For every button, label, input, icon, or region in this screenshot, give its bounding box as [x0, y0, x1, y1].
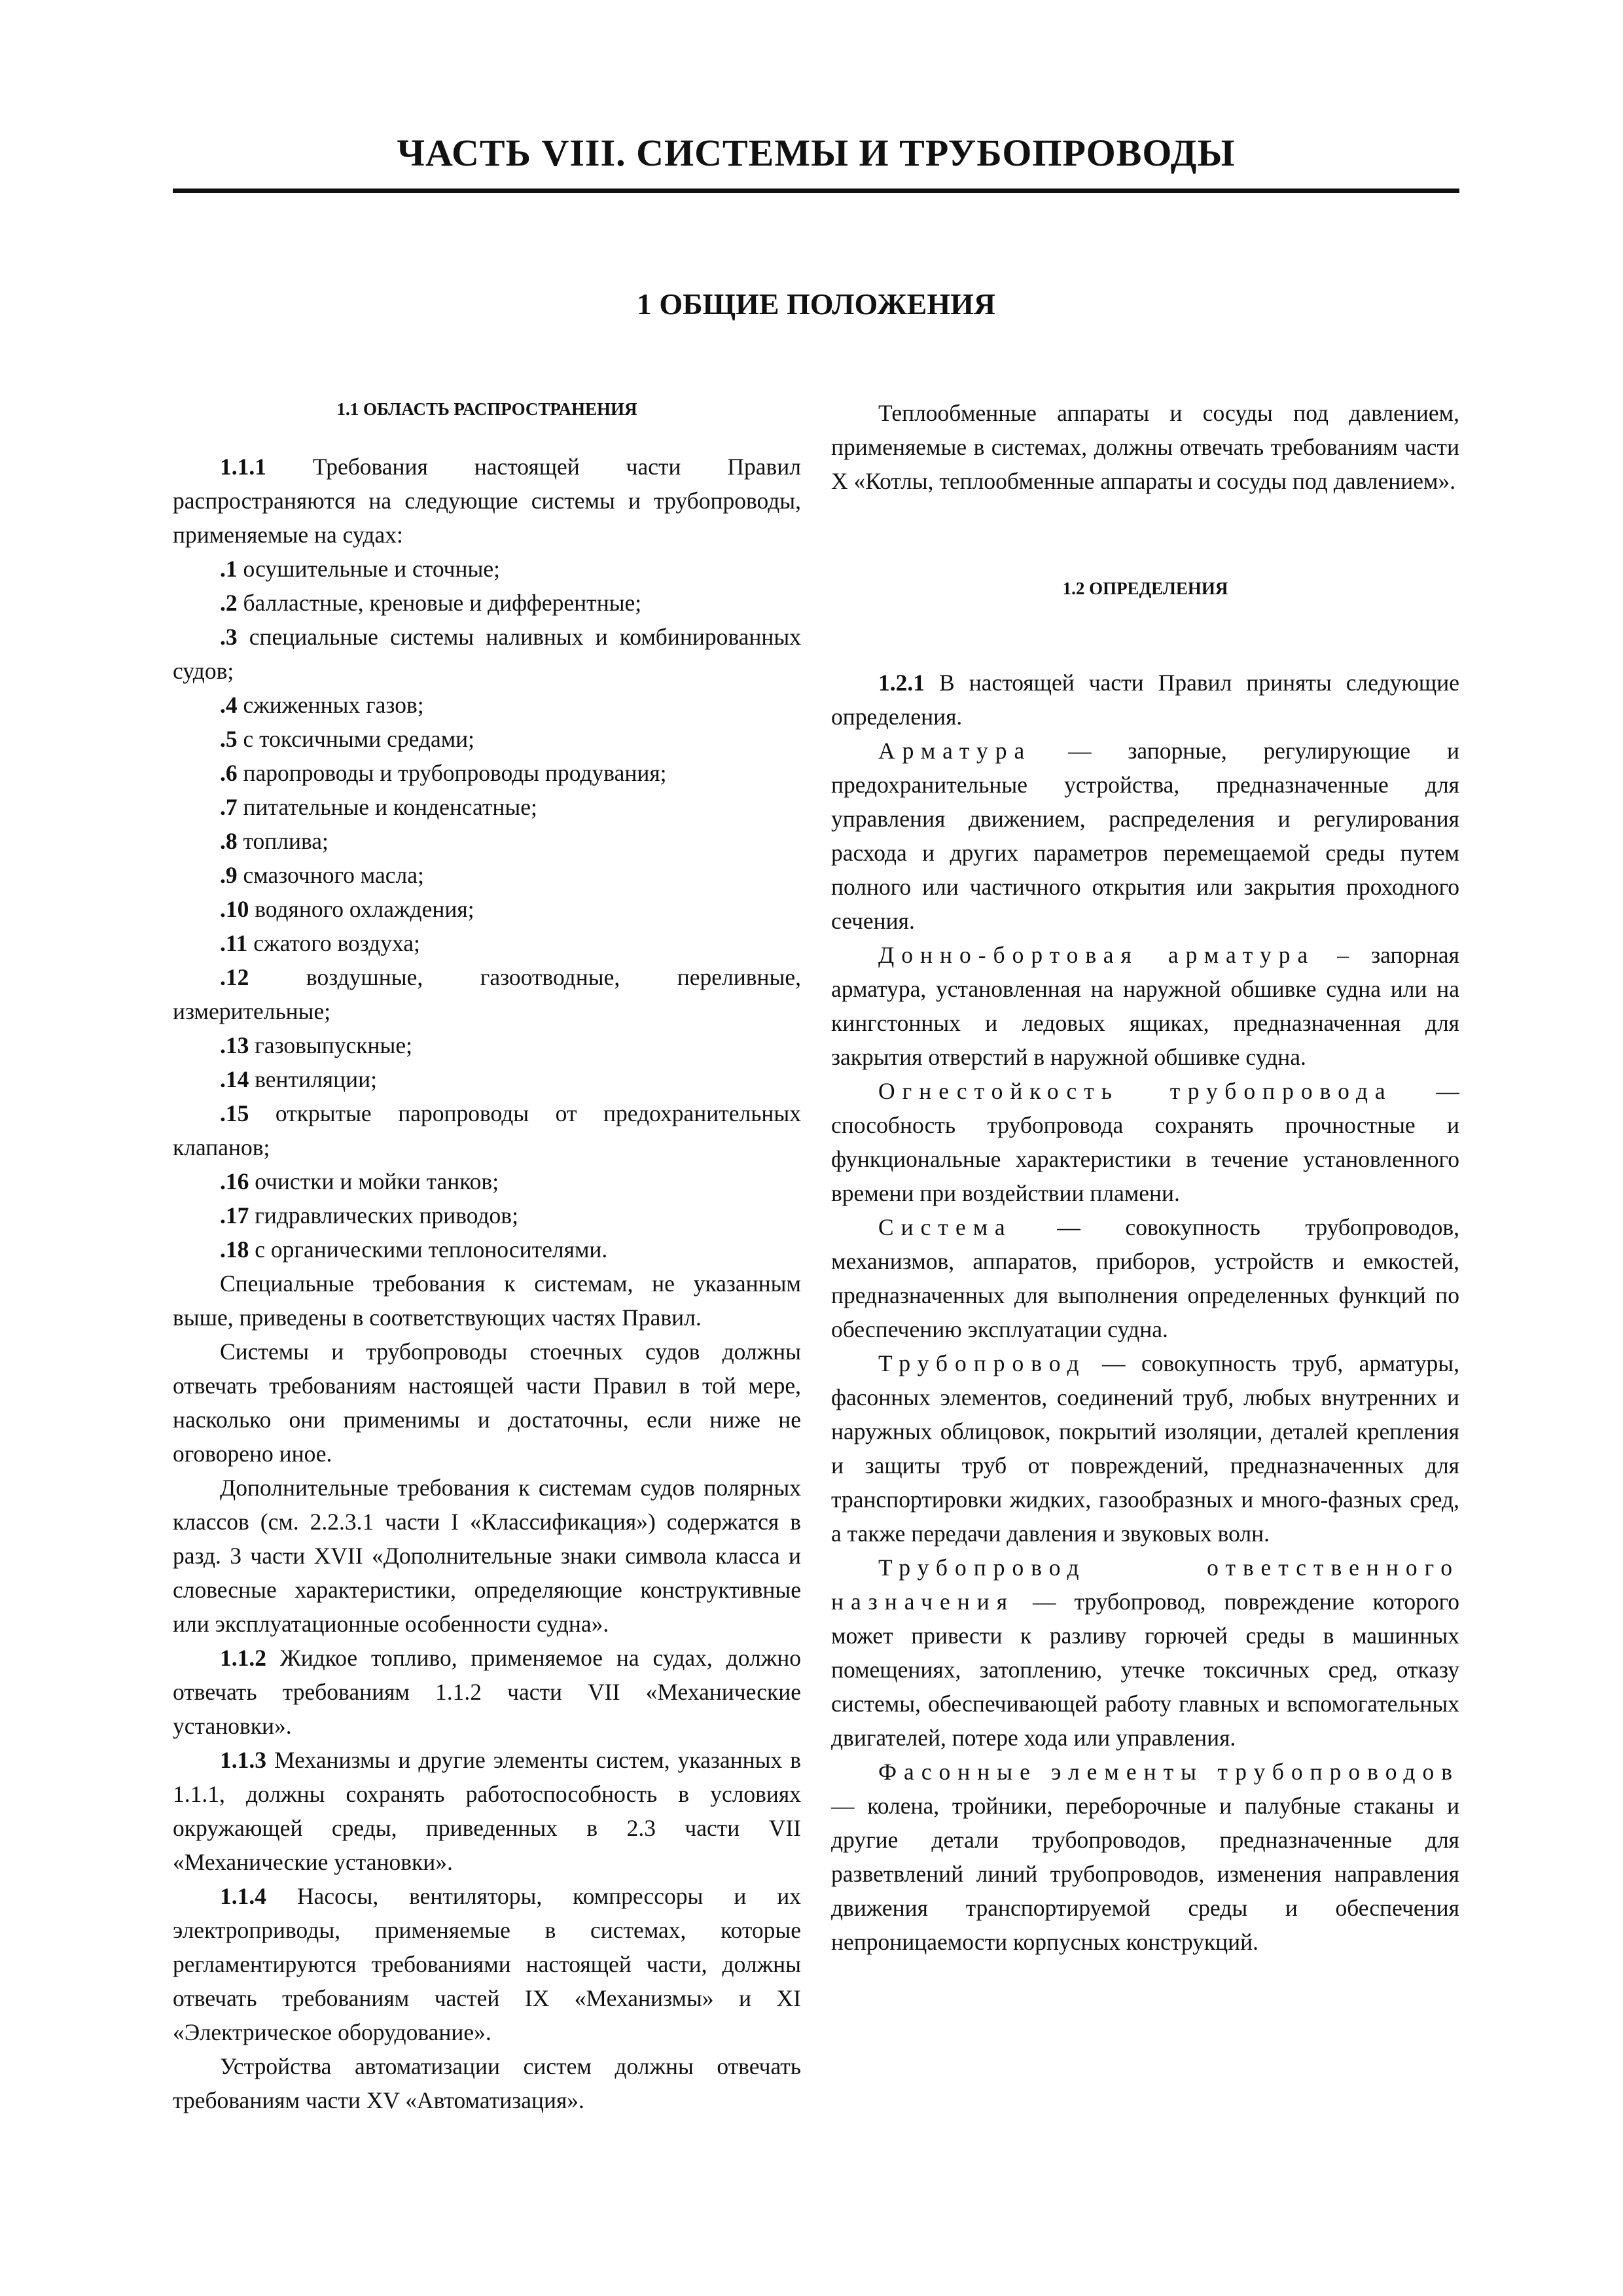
item-number: .11 — [220, 930, 248, 956]
clause-text: В настоящей части Правил приняты следующие определения. — [831, 670, 1459, 730]
item-text: топлива; — [237, 828, 329, 854]
paragraph-polar: Дополнительные требования к системам судов полярных классов (см. 2.2.3.1 части I «Классификация») содержатся в разд. 3 части XVII «Дополнительные знаки символа класса и словесные характеристики, определяющие конструктивные или эксплуатационные особенности судна». — [173, 1475, 801, 1637]
definition-item — [831, 1755, 1459, 1959]
item-text: осушительные и сточные; — [237, 556, 500, 582]
list-item — [173, 586, 801, 620]
list-item — [173, 858, 801, 892]
definition-text: — совокупность трубопроводов, механизмов, аппаратов, приборов, устройств и емкостей, предназначенных для выполнения определенных функций по обеспечению эксплуатации судна. — [831, 1214, 1459, 1342]
item-text: водяного охлаждения; — [249, 896, 474, 922]
definition-item — [831, 734, 1459, 938]
definition-term: Система — [878, 1214, 1012, 1240]
paragraph-1-1-2 — [173, 1641, 801, 1743]
item-text: смазочного масла; — [237, 862, 424, 888]
list-item — [173, 926, 801, 960]
item-number: .12 — [220, 964, 249, 990]
item-number: .3 — [220, 624, 238, 650]
paragraph-1-1-3 — [173, 1743, 801, 1879]
list-item — [173, 552, 801, 586]
definition-item — [831, 1074, 1459, 1210]
item-text: вентиляции; — [249, 1066, 377, 1092]
item-text: сжиженных газов; — [237, 692, 424, 718]
definition-text: — колена, тройники, переборочные и палубные стаканы и другие детали трубопроводов, предназначенные для разветвлений линий трубопроводов, изменения направления движения транспортируемой среды и обеспечения непроницаемости корпусных конструкций. — [831, 1793, 1459, 1955]
definition-term: Огнестойкость трубопровода — [878, 1078, 1393, 1104]
item-text: специальные системы наливных и комбинированных судов; — [173, 624, 801, 684]
list-item — [173, 1232, 801, 1266]
list-item — [173, 1028, 801, 1062]
clause-number: 1.1.3 — [220, 1747, 266, 1773]
left-column — [173, 396, 801, 2117]
definition-text: — трубопровод, повреждение которого может привести к разливу горючей среды в машинных помещениях, затоплению, утечке токсичных сред, отказу системы, обеспечивающей работу главных и вспомогательных двигателей, потере хода или управления. — [831, 1588, 1459, 1751]
item-number: .15 — [220, 1100, 249, 1126]
clause-text: Жидкое топливо, применяемое на судах, должно отвечать требованиям 1.1.2 части VII «Механические установки». — [173, 1645, 801, 1739]
list-item — [173, 1062, 801, 1096]
clause-number: 1.1.1 — [220, 454, 266, 480]
list-item — [173, 892, 801, 926]
list-item — [173, 620, 801, 688]
definition-term: Арматура — [878, 738, 1032, 764]
paragraph-heat-exchangers: Теплообменные аппараты и сосуды под давлением, применяемые в системах, должны отвечать требованиям части X «Котлы, теплообменные аппараты и сосуды под давлением». — [831, 400, 1459, 494]
item-number: .17 — [220, 1202, 249, 1229]
item-text: сжатого воздуха; — [247, 930, 420, 956]
list-item — [173, 688, 801, 722]
item-text: воздушные, газоотводные, переливные, измерительные; — [173, 964, 801, 1024]
item-text: балластные, креновые и дифферентные; — [237, 590, 642, 616]
definition-text: — совокупность труб, арматуры, фасонных элементов, соединений труб, любых внутренних и наружных облицовок, покрытий изоляции, деталей крепления и защиты труб от повреждений, предназначенных для транспортировки жидких, газообразных и много-фазных сред, а также передачи давления и звуковых волн. — [831, 1350, 1459, 1547]
paragraph-1-1-4 — [173, 1879, 801, 2049]
item-number: .16 — [220, 1168, 249, 1194]
section-heading: 1 ОБЩИЕ ПОЛОЖЕНИЯ — [636, 287, 996, 321]
item-text: с органическими теплоносителями. — [249, 1236, 608, 1263]
paragraph-automation: Устройства автоматизации систем должны отвечать требованиям части XV «Автоматизация». — [173, 2053, 801, 2113]
subsection-heading-scope: 1.1 ОБЛАСТЬ РАСПРОСТРАНЕНИЯ — [336, 399, 637, 419]
list-item — [173, 722, 801, 756]
clause-text: Требования настоящей части Правил распространяются на следующие системы и трубопроводы, применяемые на судах: — [173, 454, 801, 548]
paragraph-1-1-1 — [173, 450, 801, 552]
item-number: .8 — [220, 828, 238, 854]
list-item — [173, 1096, 801, 1164]
title-rule — [173, 188, 1459, 193]
list-item — [173, 1164, 801, 1198]
right-column — [831, 396, 1459, 1959]
item-text: открытые паропроводы от предохранительных клапанов; — [173, 1100, 801, 1160]
clause-text: Механизмы и другие элементы систем, указанных в 1.1.1, должны сохранять работоспособность в условиях окружающей среды, приведенных в 2.3 части VII «Механические установки». — [173, 1747, 801, 1875]
list-item — [173, 790, 801, 824]
definition-text: — способность трубопровода сохранять прочностные и функциональные характеристики в течение установленного времени при воздействии пламени. — [831, 1078, 1459, 1206]
item-text: питательные и конденсатные; — [237, 794, 537, 820]
item-text: очистки и мойки танков; — [249, 1168, 499, 1194]
paragraph-sewage: Системы и трубопроводы стоечных судов должны отвечать требованиям настоящей части Правил в той мере, насколько они применимы и достаточны, если ниже не оговорено иное. — [173, 1338, 801, 1467]
definition-item — [831, 1346, 1459, 1551]
clause-text: Насосы, вентиляторы, компрессоры и их электроприводы, применяемые в системах, которые регламентируются требованиями настоящей части, должны отвечать требованиям частей IX «Механизмы» и XI «Электрическое оборудование». — [173, 1883, 801, 2045]
definition-term: Фасонные элементы трубопроводов — [878, 1759, 1459, 1785]
item-text: с токсичными средами; — [237, 726, 475, 752]
definition-text: – запорная арматура, установленная на наружной обшивке судна или на кингстонных и ледовых ящиках, предназначенная для закрытия отверстий в наружной обшивке судна. — [831, 942, 1459, 1070]
paragraph-1-2-1 — [831, 666, 1459, 734]
definition-term: Трубопровод ответственного назначения — [831, 1554, 1459, 1615]
subsection-heading-definitions: 1.2 ОПРЕДЕЛЕНИЯ — [1062, 579, 1228, 598]
list-item — [173, 960, 801, 1028]
item-number: .14 — [220, 1066, 249, 1092]
list-item — [173, 1198, 801, 1232]
item-text: газовыпускные; — [249, 1032, 412, 1058]
item-number: .2 — [220, 590, 238, 616]
item-number: .6 — [220, 760, 238, 786]
paragraph-special: Специальные требования к системам, не указанным выше, приведены в соответствующих частях Правил. — [173, 1270, 801, 1331]
item-number: .13 — [220, 1032, 249, 1058]
definition-term: Трубопровод — [878, 1350, 1086, 1376]
list-item — [173, 824, 801, 858]
clause-number: 1.2.1 — [878, 670, 925, 696]
item-number: .7 — [220, 794, 238, 820]
item-text: гидравлических приводов; — [249, 1202, 518, 1229]
definition-item — [831, 1551, 1459, 1755]
item-number: .4 — [220, 692, 238, 718]
item-number: .10 — [220, 896, 249, 922]
item-number: .18 — [220, 1236, 249, 1263]
definition-term: Донно-бортовая арматура — [878, 942, 1315, 968]
definition-text: — запорные, регулирующие и предохранительные устройства, предназначенные для управления движением, распределения и регулирования расхода и других параметров перемещаемой среды путем полного или частичного открытия или закрытия проходного сечения. — [831, 738, 1459, 934]
page-title: ЧАСТЬ VIII. СИСТЕМЫ И ТРУБОПРОВОДЫ — [397, 132, 1236, 174]
list-item — [173, 756, 801, 790]
item-number: .9 — [220, 862, 238, 888]
definition-item — [831, 1210, 1459, 1346]
clause-number: 1.1.2 — [220, 1645, 266, 1671]
definition-item — [831, 938, 1459, 1074]
clause-number: 1.1.4 — [220, 1883, 266, 1909]
item-number: .5 — [220, 726, 238, 752]
item-number: .1 — [220, 556, 238, 582]
item-text: паропроводы и трубопроводы продувания; — [237, 760, 667, 786]
